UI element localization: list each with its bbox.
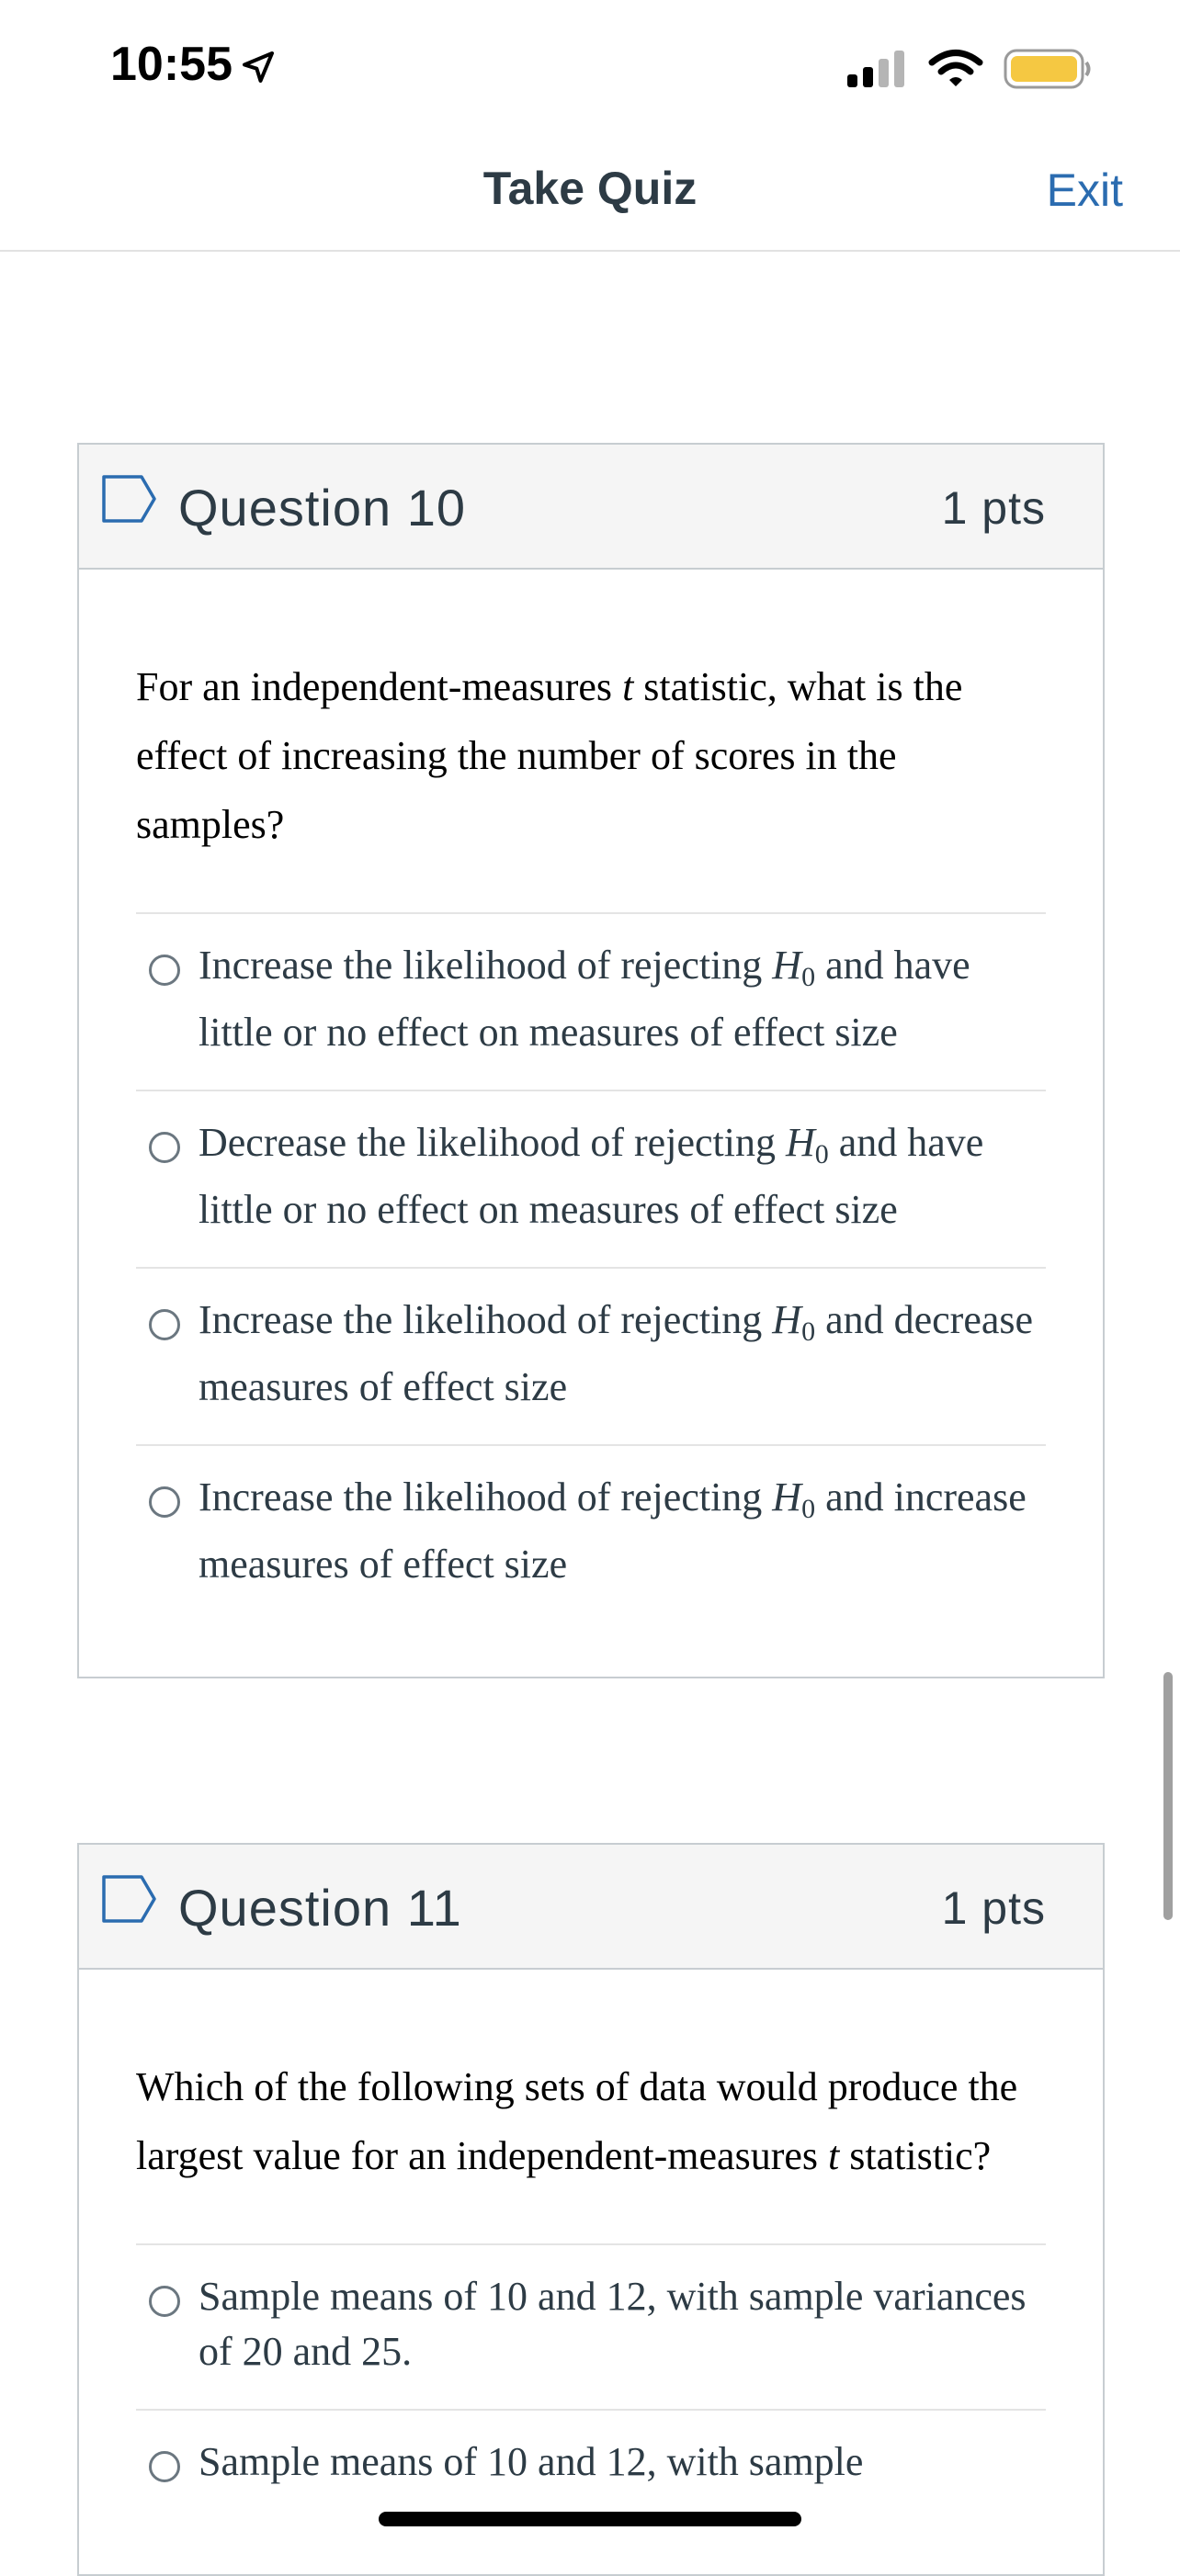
question-title: Question 11 (178, 1879, 462, 1937)
question-text (136, 652, 1046, 859)
battery-icon (1004, 48, 1092, 90)
question-10-body (79, 570, 1103, 1677)
nav-bar (0, 138, 1180, 252)
answer-label: Increase the likelihood of rejecting H0 and decrease measures of effect size (199, 1297, 1034, 1409)
question-11-body (79, 1970, 1103, 2574)
question-points: 1 pts (941, 1882, 1046, 1934)
status-icons (845, 48, 1092, 90)
location-arrow-icon (240, 49, 277, 85)
scrollbar-thumb[interactable] (1163, 1672, 1173, 1920)
answer-option[interactable] (136, 2411, 1046, 2519)
radio-button[interactable] (149, 2286, 180, 2317)
answer-label: Sample means of 10 and 12, with sample (199, 2439, 864, 2484)
question-text-part: Which of the following sets of data would produce the largest value for an independent-measures (136, 2064, 1018, 2178)
bookmark-flag-icon[interactable] (101, 1874, 158, 1924)
answer-label: Increase the likelihood of rejecting H0 and have little or no effect on measures of effect size (199, 943, 970, 1055)
answer-label: Decrease the likelihood of rejecting H0 and have little or no effect on measures of effect size (199, 1120, 984, 1232)
question-text-part: statistic? (839, 2133, 992, 2178)
question-points: 1 pts (941, 482, 1046, 534)
answer-option[interactable] (136, 1446, 1046, 1621)
status-time (110, 37, 277, 92)
radio-button[interactable] (149, 1486, 180, 1518)
cellular-signal-icon (845, 51, 908, 87)
question-10-header (79, 445, 1103, 570)
h-zero-symbol: H0 (772, 943, 816, 992)
answer-label: Sample means of 10 and 12, with sample variances of 20 and 25. (199, 2274, 1027, 2374)
variable-t: t (828, 2133, 840, 2178)
answer-option[interactable] (136, 914, 1046, 1091)
question-11-header (79, 1845, 1103, 1970)
answer-list (136, 2243, 1046, 2519)
home-indicator[interactable] (379, 2512, 801, 2526)
time-label: 10:55 (110, 38, 233, 91)
answer-option[interactable] (136, 1269, 1046, 1446)
question-10-card (77, 443, 1105, 1678)
h-zero-symbol: H0 (772, 1474, 816, 1524)
wifi-icon (928, 49, 983, 89)
question-text (136, 2052, 1046, 2190)
answer-option[interactable] (136, 1091, 1046, 1269)
radio-button[interactable] (149, 955, 180, 986)
status-bar (0, 0, 1180, 138)
question-text-part: statistic, what is the effect of increasing the number of scores in the samples? (136, 664, 963, 847)
question-text-part: For an independent-measures (136, 664, 623, 709)
answer-label: Increase the likelihood of rejecting H0 and increase measures of effect size (199, 1474, 1027, 1587)
radio-button[interactable] (149, 1132, 180, 1163)
variable-t: t (622, 664, 634, 709)
question-11-card (77, 1843, 1105, 2576)
radio-button[interactable] (149, 1309, 180, 1340)
radio-button[interactable] (149, 2451, 180, 2482)
bookmark-flag-icon[interactable] (101, 474, 158, 524)
answer-option[interactable] (136, 2245, 1046, 2411)
h-zero-symbol: H0 (785, 1120, 829, 1169)
h-zero-symbol: H0 (772, 1297, 816, 1347)
question-title: Question 10 (178, 479, 466, 537)
exit-button[interactable]: Exit (1046, 164, 1123, 216)
page-title: Take Quiz (482, 163, 698, 214)
answer-list (136, 912, 1046, 1621)
